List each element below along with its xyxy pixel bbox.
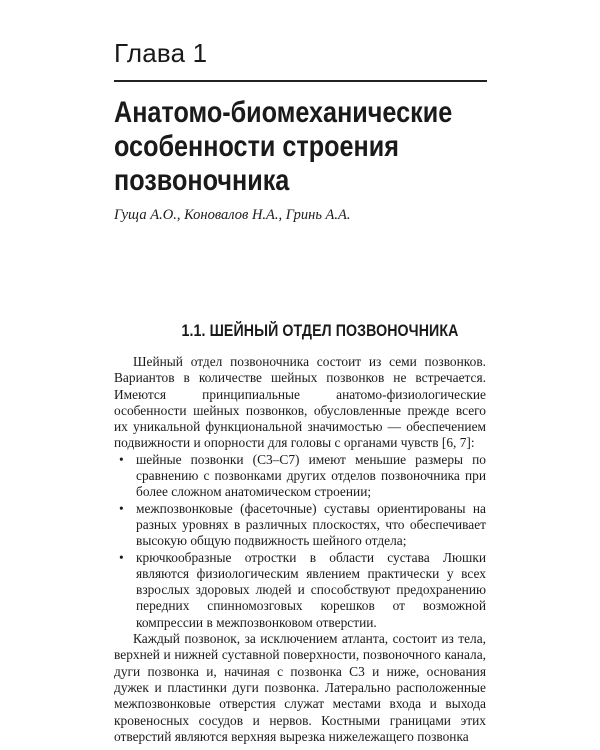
bullet-item: • шейные позвонки (С3–С7) имеют меньшие размеры по сравнению с позвонками других отделов позвоночника при более сложном анатомическом строении;	[114, 452, 486, 501]
authors: Гуща А.О., Коновалов Н.А., Гринь А.А.	[114, 207, 351, 223]
chapter-title-line: Анатомо-биомеханические	[114, 96, 453, 129]
section-heading	[0, 320, 600, 342]
chapter-title-line: позвоночника	[114, 164, 290, 197]
chapter-divider	[114, 80, 487, 82]
chapter-title-line: особенности строения	[114, 130, 399, 163]
chapter-title	[114, 96, 494, 198]
chapter-label: Глава 1	[114, 38, 208, 68]
bullet-item: • межпозвонковые (фасеточные) суставы ориентированы на разных уровнях в различных плоскостях, что обеспечивает высокую общую подвижность шейного отдела;	[114, 501, 486, 550]
body-text	[114, 354, 486, 745]
section-heading-text: 1.1. ШЕЙНЫЙ ОТДЕЛ ПОЗВОНОЧНИКА	[181, 322, 459, 340]
intro-paragraph: Шейный отдел позвоночника состоит из семи позвонков. Вариантов в количестве шейных позвонков не встречается. Имеются принципиальные анатомо-физиологические особенности шейных позвонков, обусловленные прежде всего их уникальной функциональной значимостью — обеспечением подвижности и опорности для головы с органами чувств [6, 7]:	[114, 354, 486, 451]
bullet-list	[114, 452, 486, 631]
body-paragraph: Каждый позвонок, за исключением атланта, состоит из тела, верхней и нижней суставной поверхности, позвоночного канала, дуги позвонка и, начиная с позвонка С3 и ниже, основания дужек и пластинки дуги позвонка. Латерально расположенные межпозвонковые отверстия служат местами входа и выхода кровеносных сосудов и нервов. Костными границами этих отверстий являются верхняя вырезка нижележащего позвонка	[114, 631, 486, 744]
bullet-item: • крючкообразные отростки в области сустава Люшки являются физиологическим явлением практически у всех взрослых здоровых людей и способствуют предохранению передних спинномозговых корешков от возможной компрессии в межпозвонковом отверстии.	[114, 550, 486, 631]
